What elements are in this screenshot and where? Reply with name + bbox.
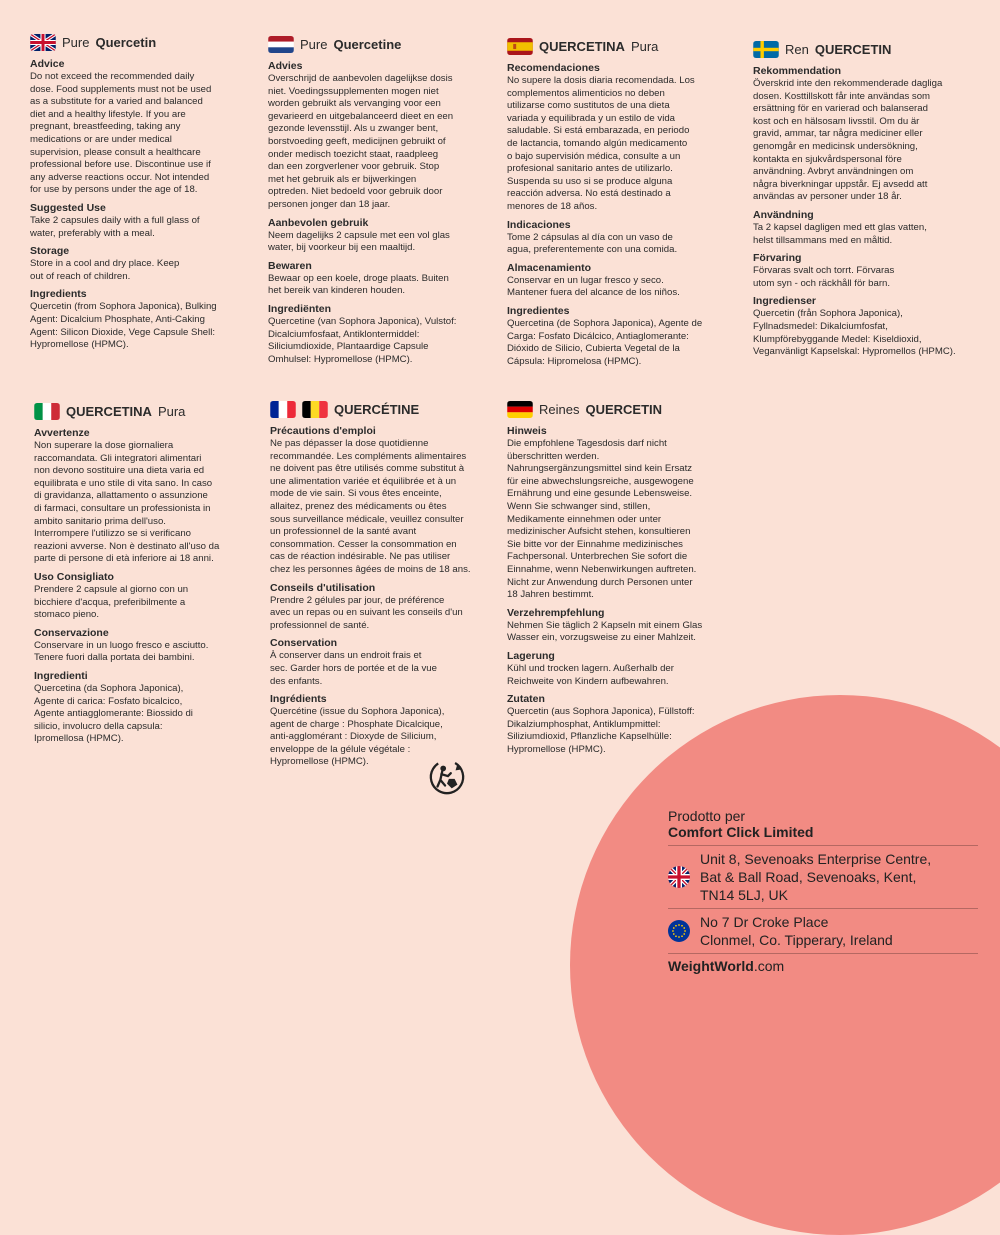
website[interactable] — [668, 953, 978, 974]
section-text: Förvaras svalt och torrt. Förvaras utom syn - och räckhåll för barn. — [753, 265, 895, 289]
section — [507, 305, 742, 368]
section — [507, 607, 737, 645]
section-heading: Ingrédients — [270, 693, 327, 706]
section-text: Nehmen Sie täglich 2 Kapseln mit einem Glas Wasser ein, vorzugsweise zu einer Mahlzeit. — [507, 619, 703, 644]
section-heading: Suggested Use — [30, 201, 106, 214]
section — [753, 295, 988, 358]
section — [268, 260, 493, 298]
section-heading: Användning — [753, 208, 814, 221]
panel-header — [268, 34, 493, 54]
section-text: Quercetin (aus Sophora Japonica), Füllstoff: Dikalziumphosphat, Antiklumpmittel: Siliziumdioxid, Pflanzliche Kapselhülle: Hypromellose (HPMC). — [507, 706, 695, 755]
section — [753, 252, 988, 290]
section — [30, 288, 255, 351]
spain-flag-icon — [507, 38, 533, 55]
section-text: Take 2 capsules daily with a full glass of water, preferably with a meal. — [30, 214, 200, 239]
section — [270, 425, 495, 577]
section-heading: Lagerung — [507, 649, 555, 662]
panel-title-plain: Pure — [62, 34, 90, 50]
section-heading: Aanbevolen gebruik — [268, 216, 369, 229]
website-bold: WeightWorld — [668, 958, 754, 974]
section-heading: Ingrediënten — [268, 302, 332, 315]
section-text: Conservar en un lugar fresco y seco. Mantener fuera del alcance de los niños. — [507, 274, 680, 299]
triman-recycle-icon — [428, 758, 466, 796]
section-heading: Advice — [30, 58, 65, 70]
panel-header — [753, 39, 988, 59]
section-text: Die empfohlene Tagesdosis darf nicht überschritten werden. Nahrungsergänzungsmittel sind kein Ersatz für eine abwechslungsreiche, ausgewogene Ernährung und eine gesunde Lebensweise. Wenn Sie schwanger sind, stillen, Medikamente einnehmen oder unter medizinischer Aufsicht stehen, konsultieren Sie bitte vor der Einnahme medizinisches Fachpersonal. Unterbrechen Sie sofort die Einnahme, wenn Nebenwirkungen auftreten. Nicht zur Anwendung durch Personen unter 18 Jahren bestimmt. — [507, 438, 697, 601]
section-text: Tome 2 cápsulas al día con un vaso de agua, preferentemente con una comida. — [507, 231, 678, 256]
section — [268, 303, 493, 366]
section — [507, 650, 737, 688]
section-text: Non superare la dose giornaliera raccomandata. Gli integratori alimentari non devono sostituire una dieta varia ed equilibrata e uno stile di vita sano. In caso di gravidanza, allattamento o assunzione di farmaci, consultare un professionista in ambito sanitario prima dell'uso. Interrompere l'utilizzo se si verificano reazioni avverse. Non è destinato all'uso da parte di persone di età inferiore ai 18 anni. — [34, 440, 220, 565]
section-text: Quercetina (de Sophora Japonica), Agente de Carga: Fosfato Dicálcico, Antiaglomerante: Dióxido de Silicio, Cubierta Vegetal de la Cápsula: Hipromelosa (HPMC). — [507, 317, 703, 367]
section-heading: Conservation — [270, 637, 338, 650]
section-heading: Recomendaciones — [507, 62, 600, 74]
section — [753, 209, 988, 247]
section-text: Ne pas dépasser la dose quotidienne recommandée. Les compléments alimentaires ne doivent pas être utilisés comme substitut à une alimentation variée et équilibrée et à un mode de vie sain. Si vous êtes enceinte, allaitez, prenez des médicaments ou êtes sous surveillance médicale, veuillez consulter un professionnel de la santé avant consommation. Cesser la consommation en cas de réaction indésirable. Ne pas utiliser chez les personnes âgées de moins de 18 ans. — [270, 438, 471, 575]
eu-flag-icon — [668, 920, 690, 942]
section-heading: Rekommendation — [753, 65, 842, 77]
section-text: Quercétine (issue du Sophora Japonica), agent de charge : Phosphate Dicalcique, anti-agglomérant : Dioxyde de Silicium, enveloppe de la gélule végétale : Hypromellose (HPMC). — [270, 706, 445, 768]
section-text: Kühl und trocken lagern. Außerhalb der Reichweite von Kindern aufbewahren. — [507, 662, 674, 687]
section-text: Conservare in un luogo fresco e asciutto. Tenere fuori dalla portata dei bambini. — [34, 639, 209, 664]
section-heading: Ingredients — [30, 288, 87, 301]
panel-title-plain: Pura — [157, 403, 186, 419]
panel-title-plain: Pura — [630, 38, 659, 54]
section — [507, 62, 742, 214]
netherlands-flag-icon — [268, 36, 294, 53]
section-heading: Conseils d'utilisation — [270, 581, 376, 594]
section-text: Quercetina (da Sophora Japonica), Agente di carica: Fosfato bicalcico, Agente antiagglomerante: Biossido di silicio, involucro della capsula: Ipromellosa (HPMC). — [34, 682, 193, 745]
section-heading: Förvaring — [753, 252, 802, 265]
section-heading: Uso Consigliato — [34, 570, 114, 583]
section-heading: Conservazione — [34, 626, 109, 639]
section — [507, 219, 742, 257]
section-heading: Ingredienser — [753, 295, 817, 308]
panel-swedish — [753, 39, 988, 359]
section-text: Neem dagelijks 2 capsule met een vol glas water, bij voorkeur bij een maaltijd. — [268, 229, 450, 254]
panel-title-bold: QUERCETINA — [66, 403, 152, 419]
section-heading: Bewaren — [268, 259, 312, 272]
section — [30, 58, 255, 197]
manufacturer-company: Comfort Click Limited — [668, 824, 814, 840]
section-text: Överskrid inte den rekommenderade dagliga dosen. Kosttillskott får inte användas som ersättning för en varierad och balanserad kost och en hälsosam livsstil. Om du är gravid, ammar, tar några mediciner eller genomgår en medicinsk undersökning, kontakta en sjukvårdspersonal före användning. Avbryt användningen om några biverkningar uppstår. Ej avsedd att användas av personer under 18 år. — [753, 78, 943, 203]
panel-header — [30, 32, 255, 52]
panel-title-bold: QUERCETINA — [539, 38, 625, 54]
panel-french — [270, 399, 495, 769]
section-text: No supere la dosis diaria recomendada. Los complementos alimenticios no deben utilizarse como sustitutos de una dieta variada y equilibrada y un estilo de vida saludable. Si está embarazada, en periodo de lactancia, tomando algún medicamento o bajo supervisión médica, consulte a un profesional sanitario antes de utilizarlo. Suspenda su uso si se produce alguna reacción adversa. No está destinado a menores de 18 años. — [507, 75, 695, 212]
belgium-flag-icon — [302, 401, 328, 418]
sweden-flag-icon — [753, 41, 779, 58]
section-text: À conserver dans un endroit frais et sec. Garder hors de portée et de la vue des enfants. — [270, 650, 437, 687]
section — [30, 202, 255, 240]
panel-dutch — [268, 34, 493, 366]
uk-flag-icon — [30, 34, 56, 51]
uk-address: Unit 8, Sevenoaks Enterprise Centre, Bat & Ball Road, Sevenoaks, Kent, TN14 5LJ, UK — [700, 851, 932, 903]
france-flag-icon — [270, 401, 296, 418]
website-rest: .com — [753, 958, 785, 974]
section-text: Do not exceed the recommended daily dose. Food supplements must not be used as a substitute for a varied and balanced diet and a healthy lifestyle. If you are pregnant, breastfeeding, taking any medications or are under medical supervision, please consult a healthcare professional before use. Discontinue use if any adverse reactions occur. Not intended for use by persons under the age of 18. — [30, 71, 212, 196]
uk-flag-icon — [668, 866, 690, 888]
section — [34, 670, 259, 746]
italy-flag-icon — [34, 403, 60, 420]
panel-title-bold: QUERCETIN — [585, 401, 663, 417]
panel-title-bold: QUERCETIN — [814, 41, 892, 57]
section-heading: Hinweis — [507, 425, 547, 437]
section-text: Ta 2 kapsel dagligen med ett glas vatten, helst tillsammans med en måltid. — [753, 221, 927, 246]
eu-address: No 7 Dr Croke Place Clonmel, Co. Tipperary, Ireland — [700, 914, 893, 948]
section-heading: Almacenamiento — [507, 261, 592, 274]
section-text: Prendre 2 gélules par jour, de préférence avec un repas ou en suivant les conseils d'un professionnel de santé. — [270, 594, 463, 631]
panel-spanish — [507, 36, 742, 368]
section-heading: Avvertenze — [34, 427, 90, 439]
section — [268, 60, 493, 212]
section-heading: Advies — [268, 60, 303, 72]
germany-flag-icon — [507, 401, 533, 418]
section-heading: Indicaciones — [507, 218, 571, 231]
panel-german — [507, 399, 737, 756]
section-text: Prendere 2 capsule al giorno con un bicchiere d'acqua, preferibilmente a stomaco pieno. — [34, 583, 189, 621]
section — [30, 245, 255, 283]
section — [507, 693, 737, 756]
section — [753, 65, 988, 204]
manufacturer-label: Prodotto per — [668, 808, 746, 824]
panel-english — [30, 32, 255, 352]
section-text: Quercetin (från Sophora Japonica), Fyllnadsmedel: Dikalciumfosfat, Klumpförebyggande Medel: Kiseldioxid, Veganvänligt Kapselskal: Hypromellos (HPMC). — [753, 308, 956, 358]
section — [507, 262, 742, 300]
manufacturer-info — [668, 808, 978, 974]
panel-header — [34, 401, 259, 421]
section-heading: Ingredienti — [34, 669, 88, 682]
section-heading: Zutaten — [507, 693, 545, 706]
panel-italian — [34, 401, 259, 746]
section-text: Quercetine (van Sophora Japonica), Vulstof: Dicalciumfosfaat, Antiklontermiddel: Siliciumdioxide, Plantaardige Capsule Omhulsel: Hypromellose (HPMC). — [268, 315, 457, 365]
section-heading: Storage — [30, 245, 70, 258]
panel-title-plain: Ren — [785, 41, 809, 57]
panel-title-plain: Pure — [300, 36, 328, 52]
panel-header — [507, 36, 742, 56]
section — [34, 571, 259, 622]
panel-title-bold: QUERCÉTINE — [334, 401, 420, 417]
panel-title-plain: Reines — [539, 401, 580, 417]
section — [34, 627, 259, 665]
panel-header — [507, 399, 737, 419]
panel-title-bold: Quercetin — [95, 34, 157, 50]
uk-address-row — [668, 845, 978, 908]
section-text: Quercetin (from Sophora Japonica), Bulking Agent: Dicalcium Phosphate, Anti-Caking Agent: Silicon Dioxide, Vege Capsule Shell: Hypromellose (HPMC). — [30, 301, 217, 351]
section — [270, 637, 495, 688]
section-heading: Ingredientes — [507, 304, 570, 317]
section — [34, 427, 259, 566]
section — [268, 217, 493, 255]
panel-title-bold: Quercetine — [333, 36, 402, 52]
section — [507, 425, 737, 602]
section-text: Store in a cool and dry place. Keep out of reach of children. — [30, 258, 180, 282]
panel-header — [270, 399, 495, 419]
eu-address-row — [668, 908, 978, 953]
section-text: Overschrijd de aanbevolen dagelijkse dosis niet. Voedingssupplementen mogen niet worden gebruikt als vervanging voor een gevarieerd en uitgebalanceerd dieet en een gezonde levensstijl. Als u zwanger bent, borstvoeding geeft, medicijnen gebruikt of onder medisch toezicht staat, raadpleeg dan een zorgverlener voor gebruik. Stop met het gebruik als er bijwerkingen optreden. Niet bedoeld voor gebruik door personen jonger dan 18 jaar. — [268, 73, 454, 210]
section-heading: Précautions d'emploi — [270, 425, 376, 437]
section — [270, 582, 495, 633]
section-text: Bewaar op een koele, droge plaats. Buiten het bereik van kinderen houden. — [268, 272, 449, 297]
section-heading: Verzehrempfehlung — [507, 606, 605, 619]
